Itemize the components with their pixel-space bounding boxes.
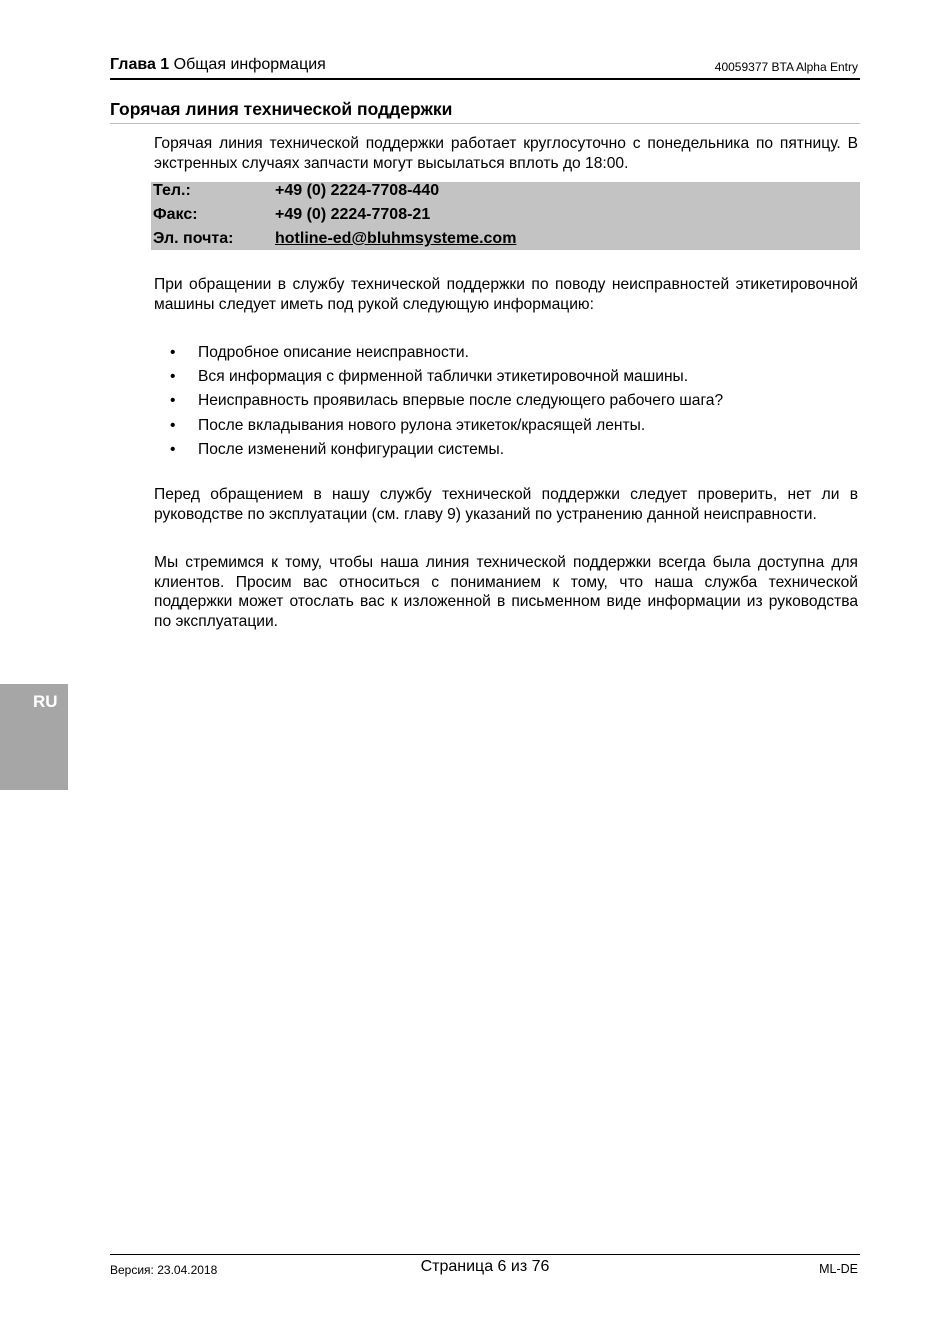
chapter-label: Глава 1 xyxy=(110,56,170,73)
email-label: Эл. почта: xyxy=(153,230,234,247)
page-header xyxy=(110,56,860,80)
list-item-text: Подробное описание неисправности. xyxy=(198,344,469,361)
page-number: Страница 6 из 76 xyxy=(420,1258,550,1275)
intro-paragraph: Горячая линия технической поддержки работает круглосуточно с понедельника по пятницу. В экстренных случаях запчасти могут высылаться вплоть до 18:00. xyxy=(154,135,858,172)
language-code: ML-DE xyxy=(819,1262,858,1276)
chapter-heading xyxy=(110,56,326,74)
list-item xyxy=(170,343,860,367)
email-link[interactable]: hotline-ed@bluhmsysteme.com xyxy=(275,230,517,247)
list-item xyxy=(170,440,860,464)
list-item-text: Вся информация с фирменной таблички этикетировочной машины. xyxy=(198,368,689,386)
language-tab xyxy=(0,684,68,790)
check-manual-paragraph: Перед обращением в нашу службу технической поддержки следует проверить, нет ли в руководстве по эксплуатации (см. главу 9) указаний по устранению данной неисправности. xyxy=(154,486,858,523)
list-item xyxy=(170,367,860,391)
list-item xyxy=(170,391,860,415)
document-id: 40059377 BTA Alpha Entry xyxy=(714,60,858,74)
fax-value: +49 (0) 2224-7708-21 xyxy=(275,206,431,223)
closing-paragraph: Мы стремимся к тому, чтобы наша линия технической поддержки всегда была доступна для клиентов. Просим вас относиться с пониманием к тому, что наша служба технической поддержки может отослать вас к изложенной в письменном виде информации из руководства по эксплуатации. xyxy=(154,554,858,630)
version-label: Версия: 23.04.2018 xyxy=(110,1263,218,1277)
info-intro-paragraph: При обращении в службу технической поддержки по поводу неисправностей этикетировочной машины следует иметь под рукой следующую информацию: xyxy=(154,276,858,313)
page-footer xyxy=(110,1254,860,1281)
bullet-icon: • xyxy=(170,368,176,386)
fax-label: Факс: xyxy=(153,206,198,223)
phone-label: Тел.: xyxy=(153,182,191,199)
chapter-title: Общая информация xyxy=(173,56,326,73)
list-item-text: После изменений конфигурации системы. xyxy=(198,440,505,458)
language-tab-label: RU xyxy=(33,692,58,711)
phone-value: +49 (0) 2224-7708-440 xyxy=(275,182,440,199)
list-item-text: Неисправность проявилась впервые после следующего рабочего шага? xyxy=(198,392,724,410)
bullet-icon: • xyxy=(170,440,176,458)
list-item xyxy=(170,416,860,440)
bullet-icon: • xyxy=(170,416,176,434)
contact-box xyxy=(151,182,860,250)
list-item-text: После вкладывания нового рулона этикеток/красящей ленты. xyxy=(198,416,646,434)
bullet-icon: • xyxy=(170,344,176,361)
checklist xyxy=(170,343,860,464)
bullet-icon: • xyxy=(170,392,176,410)
section-title: Горячая линия технической поддержки xyxy=(110,99,860,124)
